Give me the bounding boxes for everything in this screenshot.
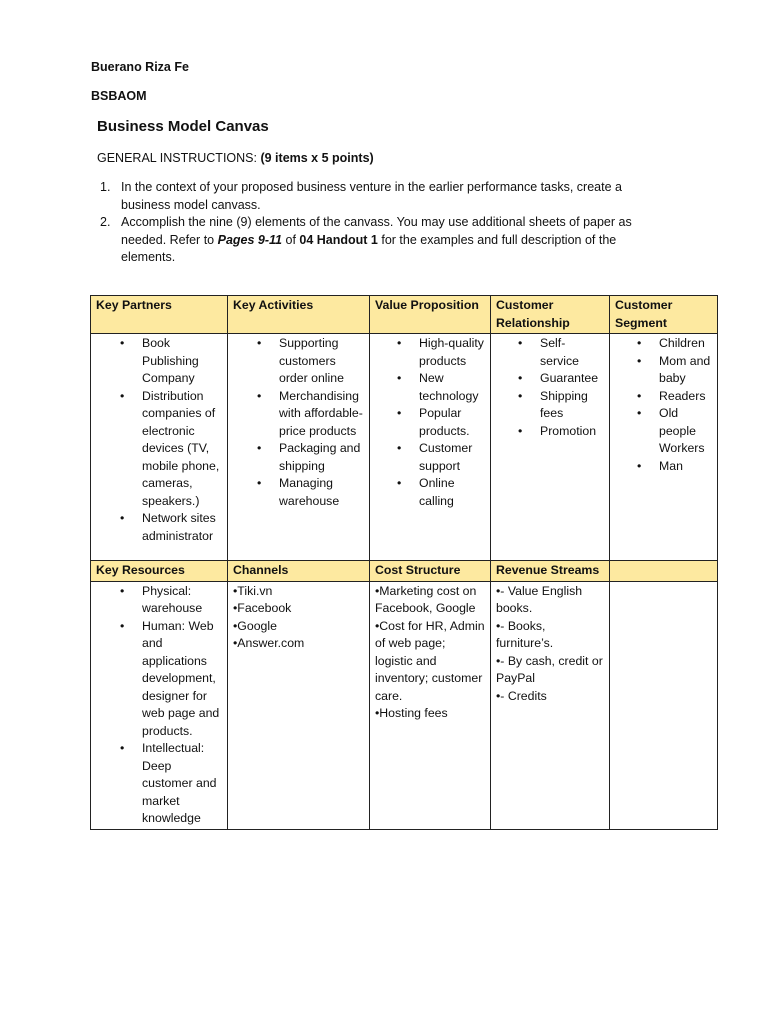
channels-list xyxy=(233,583,364,653)
list-item: • Children xyxy=(659,335,712,353)
key-activities-list xyxy=(233,335,364,510)
key-resources-list xyxy=(96,583,222,828)
list-item: •Tiki.vn xyxy=(233,583,273,598)
list-item: •Hosting fees xyxy=(375,706,448,720)
program-code: BSBAOM xyxy=(91,89,147,103)
step-text: of xyxy=(282,232,300,247)
key-partners-list xyxy=(96,335,222,545)
customer-segment-list xyxy=(615,335,712,475)
list-item: • Supporting customers order online xyxy=(279,335,364,388)
list-item: •- Books, furniture’s. xyxy=(496,618,554,650)
cell-key-partners xyxy=(91,334,228,561)
header-key-resources: Key Resources xyxy=(91,561,228,582)
pages-reference: Pages 9-11 xyxy=(217,232,283,247)
cell-customer-relationship xyxy=(491,334,610,561)
list-item: •- By cash, credit or PayPal xyxy=(496,653,603,685)
step-number: 1. xyxy=(100,180,111,194)
cell-channels xyxy=(228,581,370,829)
list-item: •- Credits xyxy=(496,688,547,703)
header-key-partners: Key Partners xyxy=(91,296,228,334)
list-item: •- Value English books. xyxy=(496,583,583,615)
list-item: • New technology xyxy=(419,370,485,405)
header-cost-structure: Cost Structure xyxy=(370,561,491,582)
step-text: Accomplish the nine (9) elements of the canvass. You may use additional sheets of paper as needed. Refer to xyxy=(121,215,632,247)
canvas-content-row xyxy=(91,581,718,829)
list-item: • Man xyxy=(659,458,712,476)
list-item: • Online calling xyxy=(419,475,485,510)
canvas-header-row xyxy=(91,296,718,334)
handout-reference: 04 Handout 1 xyxy=(299,232,378,247)
student-name: Buerano Riza Fe xyxy=(91,60,189,74)
business-model-canvas-table xyxy=(90,295,718,830)
list-item: • Merchandising with affordable-price products xyxy=(279,388,364,441)
header-empty xyxy=(610,561,718,582)
cell-revenue-streams xyxy=(491,581,610,829)
list-item: •Answer.com xyxy=(233,636,305,650)
list-item: • Self-service xyxy=(540,335,604,370)
list-item: • Intellectual: Deep customer and market knowledge xyxy=(142,740,222,828)
header-value-proposition: Value Proposition xyxy=(370,296,491,334)
list-item: • Popular products. xyxy=(419,405,485,440)
header-customer-segment: Customer Segment xyxy=(610,296,718,334)
revenue-streams-list xyxy=(496,583,604,706)
header-channels: Channels xyxy=(228,561,370,582)
cell-key-resources xyxy=(91,581,228,829)
list-item: • Promotion xyxy=(540,423,604,441)
list-item: •Google xyxy=(233,618,277,633)
general-instructions xyxy=(97,151,374,165)
instruction-step xyxy=(97,214,657,267)
list-item: • Network sites administrator xyxy=(142,510,222,545)
cost-structure-list xyxy=(375,583,485,723)
list-item: • Book Publishing Company xyxy=(142,335,222,388)
cell-empty xyxy=(610,581,718,829)
header-key-activities: Key Activities xyxy=(228,296,370,334)
list-item: • Shipping fees xyxy=(540,388,604,423)
list-item: •Cost for HR, Admin of web page; logistic and inventory; customer care. xyxy=(375,618,485,703)
list-item: •Marketing cost on Facebook, Google xyxy=(375,583,477,615)
step-text: for the examples and full description of the elements. xyxy=(121,232,617,264)
list-item: • Readers xyxy=(659,388,712,406)
list-item: • Guarantee xyxy=(540,370,604,388)
instruction-steps xyxy=(97,179,657,267)
customer-relationship-list xyxy=(496,335,604,440)
list-item: • High-quality products xyxy=(419,335,485,370)
list-item: • Distribution companies of electronic devices (TV, mobile phone, cameras, speakers.) xyxy=(142,388,222,511)
step-number: 2. xyxy=(100,215,111,229)
list-item: • Customer support xyxy=(419,440,485,475)
instruction-step xyxy=(97,179,657,214)
list-item: • Packaging and shipping xyxy=(279,440,364,475)
list-item: • Physical: warehouse xyxy=(142,583,222,618)
cell-cost-structure xyxy=(370,581,491,829)
step-text: In the context of your proposed business venture in the earlier performance tasks, create a business model canvass. xyxy=(121,180,622,212)
instructions-label: GENERAL INSTRUCTIONS: xyxy=(97,151,257,165)
canvas-header-row xyxy=(91,561,718,582)
cell-key-activities xyxy=(228,334,370,561)
value-proposition-list xyxy=(375,335,485,510)
instructions-points: (9 items x 5 points) xyxy=(260,151,374,165)
cell-customer-segment xyxy=(610,334,718,561)
list-item: • Mom and baby xyxy=(659,353,712,388)
list-item: • Old people Workers xyxy=(659,405,712,458)
document-title: Business Model Canvas xyxy=(97,118,269,135)
list-item: • Managing warehouse xyxy=(279,475,364,510)
canvas-content-row xyxy=(91,334,718,561)
list-item: • Human: Web and applications development, designer for web page and products. xyxy=(142,618,222,741)
header-customer-relationship: Customer Relationship xyxy=(491,296,610,334)
list-item: •Facebook xyxy=(233,601,292,615)
cell-value-proposition xyxy=(370,334,491,561)
header-revenue-streams: Revenue Streams xyxy=(491,561,610,582)
